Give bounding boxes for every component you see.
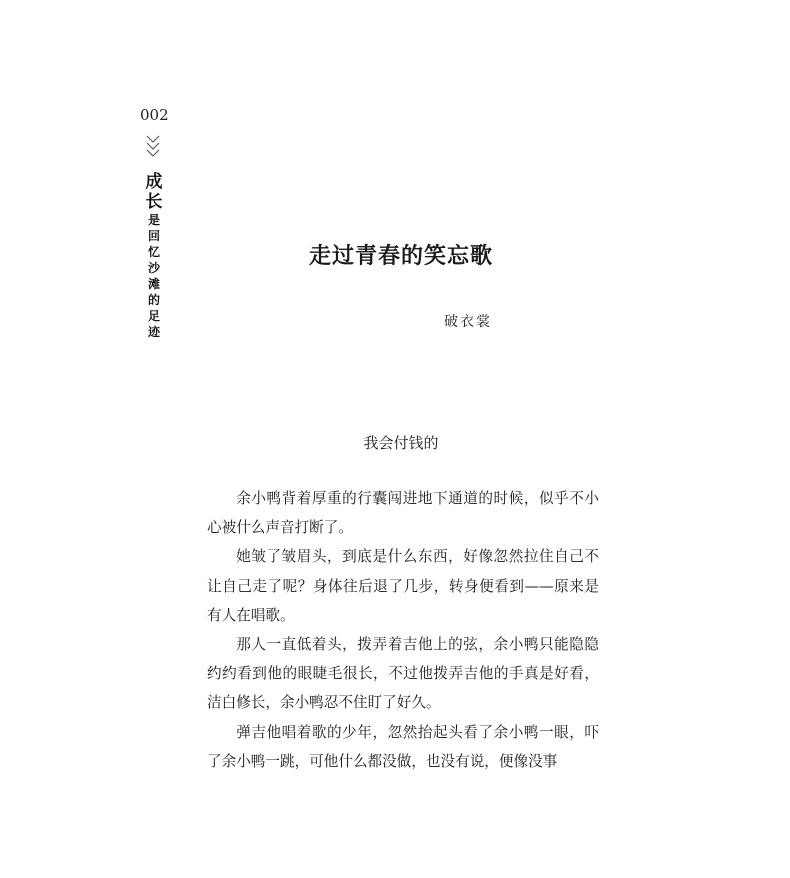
triple-chevron-down-icon [145, 134, 161, 160]
body-paragraph: 那人一直低着头，拨弄着吉他上的弦，余小鸭只能隐隐约约看到他的眼睫毛很长，不过他拨弄吉他的手真是好看，洁白修长，余小鸭忍不住盯了好久。 [207, 636, 599, 712]
book-title-char: 成 [145, 172, 163, 192]
page-number: 002 [140, 106, 169, 124]
body-paragraph: 余小鸭背着厚重的行囊闯进地下通道的时候，似乎不小心被什么声音打断了。 [207, 490, 599, 537]
book-title-char: 的 [147, 293, 160, 307]
book-title-char: 沙 [147, 261, 160, 275]
article-title: 走过青春的笑忘歌 [308, 244, 493, 269]
book-title-char: 是 [147, 213, 160, 227]
book-title-char: 滩 [147, 277, 160, 291]
section-heading: 我会付钱的 [363, 434, 439, 452]
book-title-char: 足 [147, 309, 160, 323]
book-title-char: 回 [147, 229, 160, 243]
article-body [207, 484, 599, 776]
body-paragraph: 弹吉他唱着歌的少年，忽然抬起头看了余小鸭一眼，吓了余小鸭一跳，可他什么都没做，也没有说，便像没事 [207, 723, 599, 770]
author-name: 破衣裳 [444, 314, 492, 330]
book-title-char: 长 [145, 192, 163, 212]
book-title-char: 迹 [147, 325, 160, 339]
body-paragraph: 她皱了皱眉头，到底是什么东西，好像忽然拉住自己不让自己走了呢？身体往后退了几步，转身便看到——原来是有人在唱歌。 [207, 548, 599, 624]
book-title-char: 忆 [147, 245, 160, 259]
